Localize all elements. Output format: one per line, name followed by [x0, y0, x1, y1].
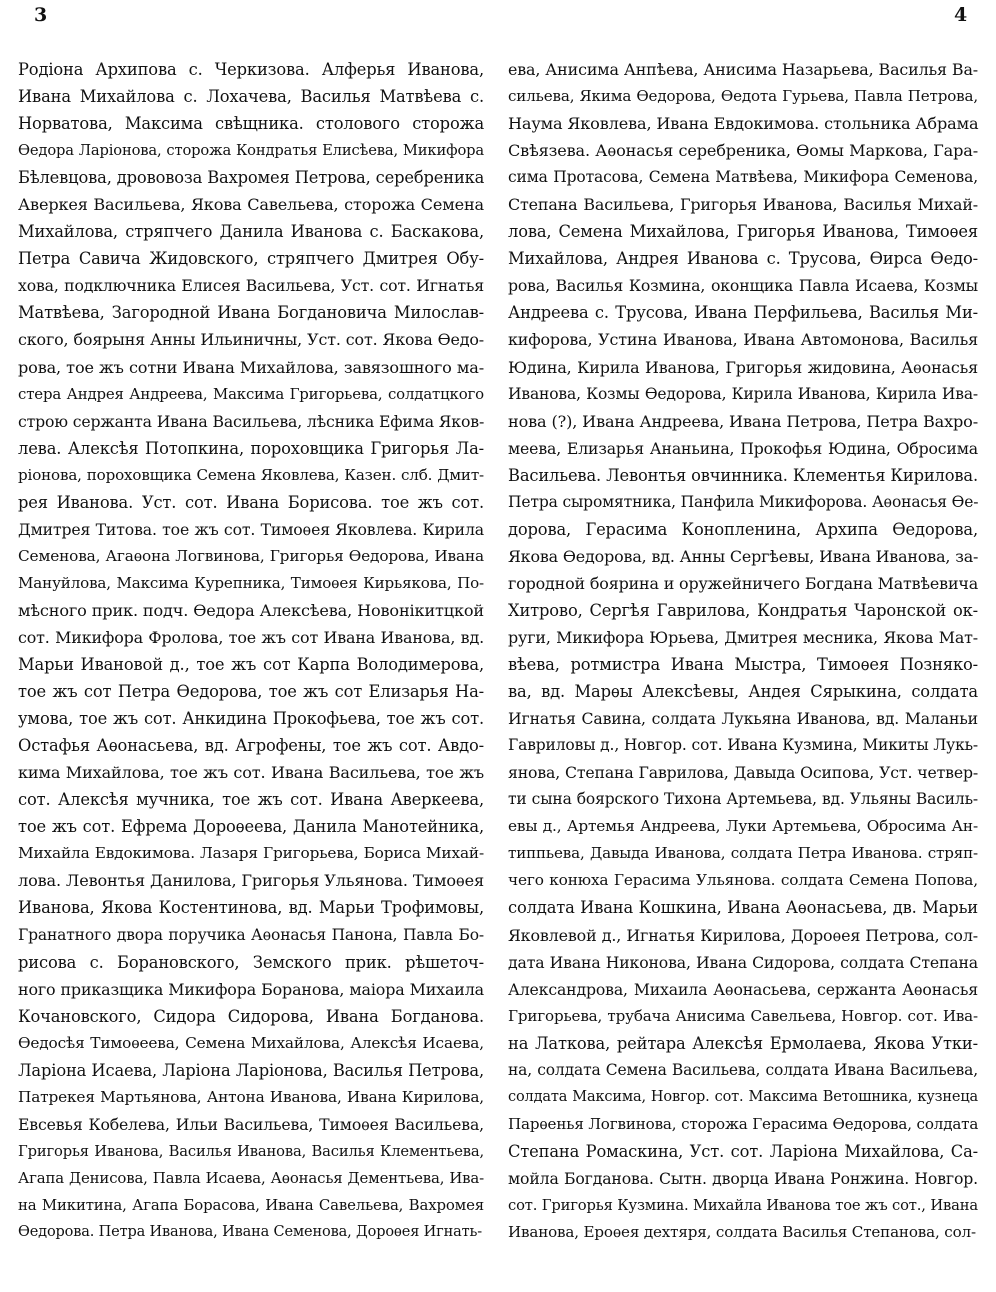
text-line: Михайла Евдокимова. Лазаря Григорьева, Бориса Михай-	[18, 844, 484, 863]
text-line: рея Иванова. Уст. сот. Ивана Борисова. тое жъ сот.	[18, 492, 484, 512]
text-line: ріонова, пороховщика Семена Яковлева, Казен. слб. Дмит-	[18, 465, 484, 484]
text-line: Якова Ѳедорова, вд. Анны Сергѣевы, Ивана Иванова, за-	[508, 546, 979, 566]
text-line: стера Андрея Андреева, Максима Григорьева, солдатцкого	[18, 384, 484, 403]
text-line: умова, тое жъ сот. Анкидина Прокофьева, тое жъ сот.	[18, 709, 484, 729]
text-line: ного приказщика Микифора Боранова, маіора Михаила	[18, 979, 484, 999]
text-line: Петра сыромятника, Панфила Микифорова. Аѳонасья Ѳе-	[508, 492, 979, 511]
text-line: городной боярина и оружейничего Богдана Матвѣевича	[508, 573, 979, 593]
text-line: Ларіона Исаева, Ларіона Ларіонова, Василья Петрова,	[18, 1060, 484, 1080]
text-line: Гранатного двора поручика Аѳонасья Панона, Павла Бо-	[18, 925, 484, 944]
text-line: лева. Алексѣя Потопкина, пороховщика Григорья Ла-	[18, 438, 484, 458]
text-line: лова, Семена Михайлова, Григорья Иванова, Тимоѳея	[508, 222, 978, 242]
text-line: Аверкея Васильева, Якова Савельева, сторожа Семена	[18, 195, 484, 215]
text-line: рисова с. Борановского, Земского прик. рѣшеточ-	[18, 952, 484, 972]
text-line: Норватова, Максима свѣщника. столового сторожа	[18, 114, 484, 134]
text-line: сот. Алексѣя мучника, тое жъ сот. Ивана Аверкеева,	[18, 790, 484, 810]
text-line: меева, Елизарья Ананьина, Прокофья Юдина, Обросима	[508, 438, 978, 458]
text-line: на Латкова, рейтара Алексѣя Ермолаева, Якова Утки-	[508, 1033, 978, 1053]
text-line: Родіона Архипова с. Черкизова. Алферья Иванова,	[18, 60, 484, 79]
text-line: чего конюха Герасима Ульянова. солдата Семена Попова,	[508, 871, 978, 890]
text-line: евы д., Артемья Андреева, Луки Артемьева, Обросима Ан-	[508, 817, 978, 836]
text-line: Иванова, Козмы Ѳедорова, Кирила Иванова, Кирила Ива-	[508, 384, 978, 403]
text-line: сима Протасова, Семена Матвѣева, Микифора Семенова,	[508, 168, 978, 187]
text-line: Хитрово, Сергѣя Гаврилова, Кондратья Чаронской ок-	[508, 600, 978, 620]
text-line: сот. Григорья Кузмина. Михайла Иванова тое жъ сот., Ивана	[508, 1196, 978, 1214]
text-line: рова, Василья Козмина, оконщика Павла Исаева, Козмы	[508, 276, 978, 296]
text-line: строю сержанта Ивана Васильева, лѣсника Ефима Яков-	[18, 411, 485, 431]
text-line: дорова, Герасима Конопленина, Архипа Ѳедорова,	[508, 519, 978, 539]
text-line: руги, Микифора Юрьева, Дмитрея месника, Якова Мат-	[508, 627, 978, 647]
text-line: Петра Савича Жидовского, стряпчего Дмитрея Обу-	[18, 249, 484, 269]
page-number-right: 4	[954, 4, 968, 26]
text-line: ского, боярыня Анны Ильиничны, Уст. сот. Якова Ѳедо-	[18, 330, 484, 350]
text-line: типпьева, Давыда Иванова, солдата Петра Иванова. стряп-	[508, 844, 978, 863]
text-line: Остафья Аѳонасьева, вд. Агрофены, тое жъ сот. Авдо-	[18, 736, 484, 756]
text-line: Иванова, Ероѳея дехтяря, солдата Василья Степанова, сол-	[508, 1223, 976, 1242]
text-line: рова, тое жъ сотни Ивана Михайлова, завязошного ма-	[18, 357, 484, 377]
text-line: Игнатья Савина, солдата Лукьяна Иванова, вд. Маланьи	[508, 709, 978, 729]
text-line: Александрова, Михаила Аѳонасьева, сержанта Аѳонасья	[508, 979, 978, 999]
text-line: Григорья Иванова, Василья Иванова, Василья Клементьева,	[18, 1142, 484, 1160]
text-line: дата Ивана Никонова, Ивана Сидорова, солдата Степана	[508, 952, 978, 972]
text-line: Марьи Ивановой д., тое жъ сот Карпа Володимерова,	[18, 655, 484, 675]
text-line: сот. Микифора Фролова, тое жъ сот Ивана Иванова, вд.	[18, 627, 484, 647]
text-line: кифорова, Устина Иванова, Ивана Автомонова, Василья	[508, 330, 978, 350]
text-line: Парѳенья Логвинова, сторожа Герасима Ѳедорова, солдата	[508, 1114, 979, 1133]
text-line: Степана Ромаскина, Уст. сот. Ларіона Михайлова, Са-	[508, 1141, 978, 1161]
text-line: нова (?), Ивана Андреева, Ивана Петрова, Петра Вахро-	[508, 411, 978, 431]
text-line: солдата Ивана Кошкина, Ивана Аѳонасьева, дв. Марьи	[508, 898, 978, 918]
text-line: солдата Максима, Новгор. сот. Максима Ветошника, кузнеца	[508, 1088, 978, 1105]
text-line: Кочановского, Сидора Сидорова, Ивана Богданова.	[18, 1006, 484, 1026]
text-line: Матвѣева, Загородной Ивана Богдановича Милослав-	[18, 303, 484, 323]
text-line: на, солдата Семена Васильева, солдата Ивана Васильева,	[508, 1060, 978, 1079]
text-line: янова, Степана Гаврилова, Давыда Осипова, Уст. четвер-	[508, 763, 978, 783]
left-text-column	[18, 56, 484, 1246]
text-line: Андреева с. Трусова, Ивана Перфильева, Василья Ми-	[508, 303, 978, 323]
text-line: Дмитрея Титова. тое жъ сот. Тимоѳея Яковлева. Кирила	[18, 519, 484, 539]
text-line: Евсевья Кобелева, Ильи Васильева, Тимоѳея Васильева,	[18, 1114, 484, 1134]
text-line: Григорьева, трубача Анисима Савельева, Новгор. сот. Ива-	[508, 1006, 978, 1025]
text-line: Мануйлова, Максима Курепника, Тимоѳея Кирьякова, По-	[18, 573, 484, 592]
text-line: Бѣлевцова, дрововоза Вахромея Петрова, серебреника	[18, 168, 485, 188]
page-number-left: 3	[34, 4, 48, 26]
text-line: Михайлова, Андрея Иванова с. Трусова, Ѳирса Ѳедо-	[508, 249, 978, 269]
text-line: Михайлова, стряпчего Данила Иванова с. Баскакова,	[18, 222, 484, 242]
right-text-column	[508, 56, 978, 1246]
text-line: Гавриловы д., Новгор. сот. Ивана Кузмина, Микиты Лукь-	[508, 736, 978, 755]
text-line: Ѳедосѣя Тимоѳеева, Семена Михайлова, Алексѣя Исаева,	[18, 1033, 484, 1052]
text-line: Ѳедора Ларіонова, сторожа Кондратья Елисѣева, Микифора	[18, 142, 484, 160]
text-line: Семенова, Агаѳона Логвинова, Григорья Ѳедорова, Ивана	[18, 546, 484, 565]
text-line: хова, подключника Елисея Васильева, Уст. сот. Игнатья	[18, 276, 484, 296]
text-line: на Микитина, Агапа Борасова, Ивана Савельева, Вахромея	[18, 1195, 484, 1214]
text-line: Степана Васильева, Григорья Иванова, Василья Михай-	[508, 195, 978, 215]
text-line: Ивана Михайлова с. Лохачева, Василья Матвѣева с.	[18, 87, 484, 107]
text-line: вѣева, ротмистра Ивана Мыстра, Тимоѳея Позняко-	[508, 655, 978, 675]
text-line: Яковлевой д., Игнатья Кирилова, Дороѳея Петрова, сол-	[508, 925, 978, 945]
text-line: тое жъ сот Петра Ѳедорова, тое жъ сот Елизарья На-	[18, 682, 484, 702]
text-line: Патрекея Мартьянова, Антона Иванова, Ивана Кирилова,	[18, 1087, 484, 1106]
text-line: Агапа Денисова, Павла Исаева, Аѳонасья Дементьева, Ива-	[18, 1168, 484, 1187]
text-line: кима Михайлова, тое жъ сот. Ивана Васильева, тое жъ	[18, 763, 484, 783]
text-line: мойла Богданова. Сытн. дворца Ивана Ронжина. Новгор.	[508, 1168, 978, 1188]
text-line: ти сына боярского Тихона Артемьева, вд. Ульяны Василь-	[508, 790, 978, 809]
text-line: ва, вд. Марѳы Алексѣевы, Андея Сярыкина, солдата	[508, 682, 978, 702]
text-line: Ѳедорова. Петра Иванова, Ивана Семенова, Дороѳея Игнать-	[18, 1224, 482, 1241]
text-line: Юдина, Кирила Иванова, Григорья жидовина, Аѳонасья	[508, 357, 978, 377]
text-line: мѣсного прик. подч. Ѳедора Алексѣева, Новонікитцкой	[18, 600, 484, 620]
text-line: тое жъ сот. Ефрема Дороѳеева, Данила Манотейника,	[18, 817, 484, 837]
text-line: Иванова, Якова Костентинова, вд. Марьи Трофимовы,	[18, 898, 484, 918]
text-line: сильева, Якима Ѳедорова, Ѳедота Гурьева, Павла Петрова,	[508, 87, 978, 106]
text-line: Васильева. Левонтья овчинника. Клементья Кирилова.	[508, 465, 978, 485]
text-line: Свѣязева. Аѳонасья серебреника, Ѳомы Маркова, Гара-	[508, 141, 978, 161]
text-line: лова. Левонтья Данилова, Григорья Ульянова. Тимоѳея	[18, 871, 484, 891]
text-line: Наума Яковлева, Ивана Евдокимова. стольника Абрама	[508, 114, 979, 134]
text-line: ева, Анисима Анпѣева, Анисима Назарьева, Василья Ва-	[508, 60, 978, 79]
